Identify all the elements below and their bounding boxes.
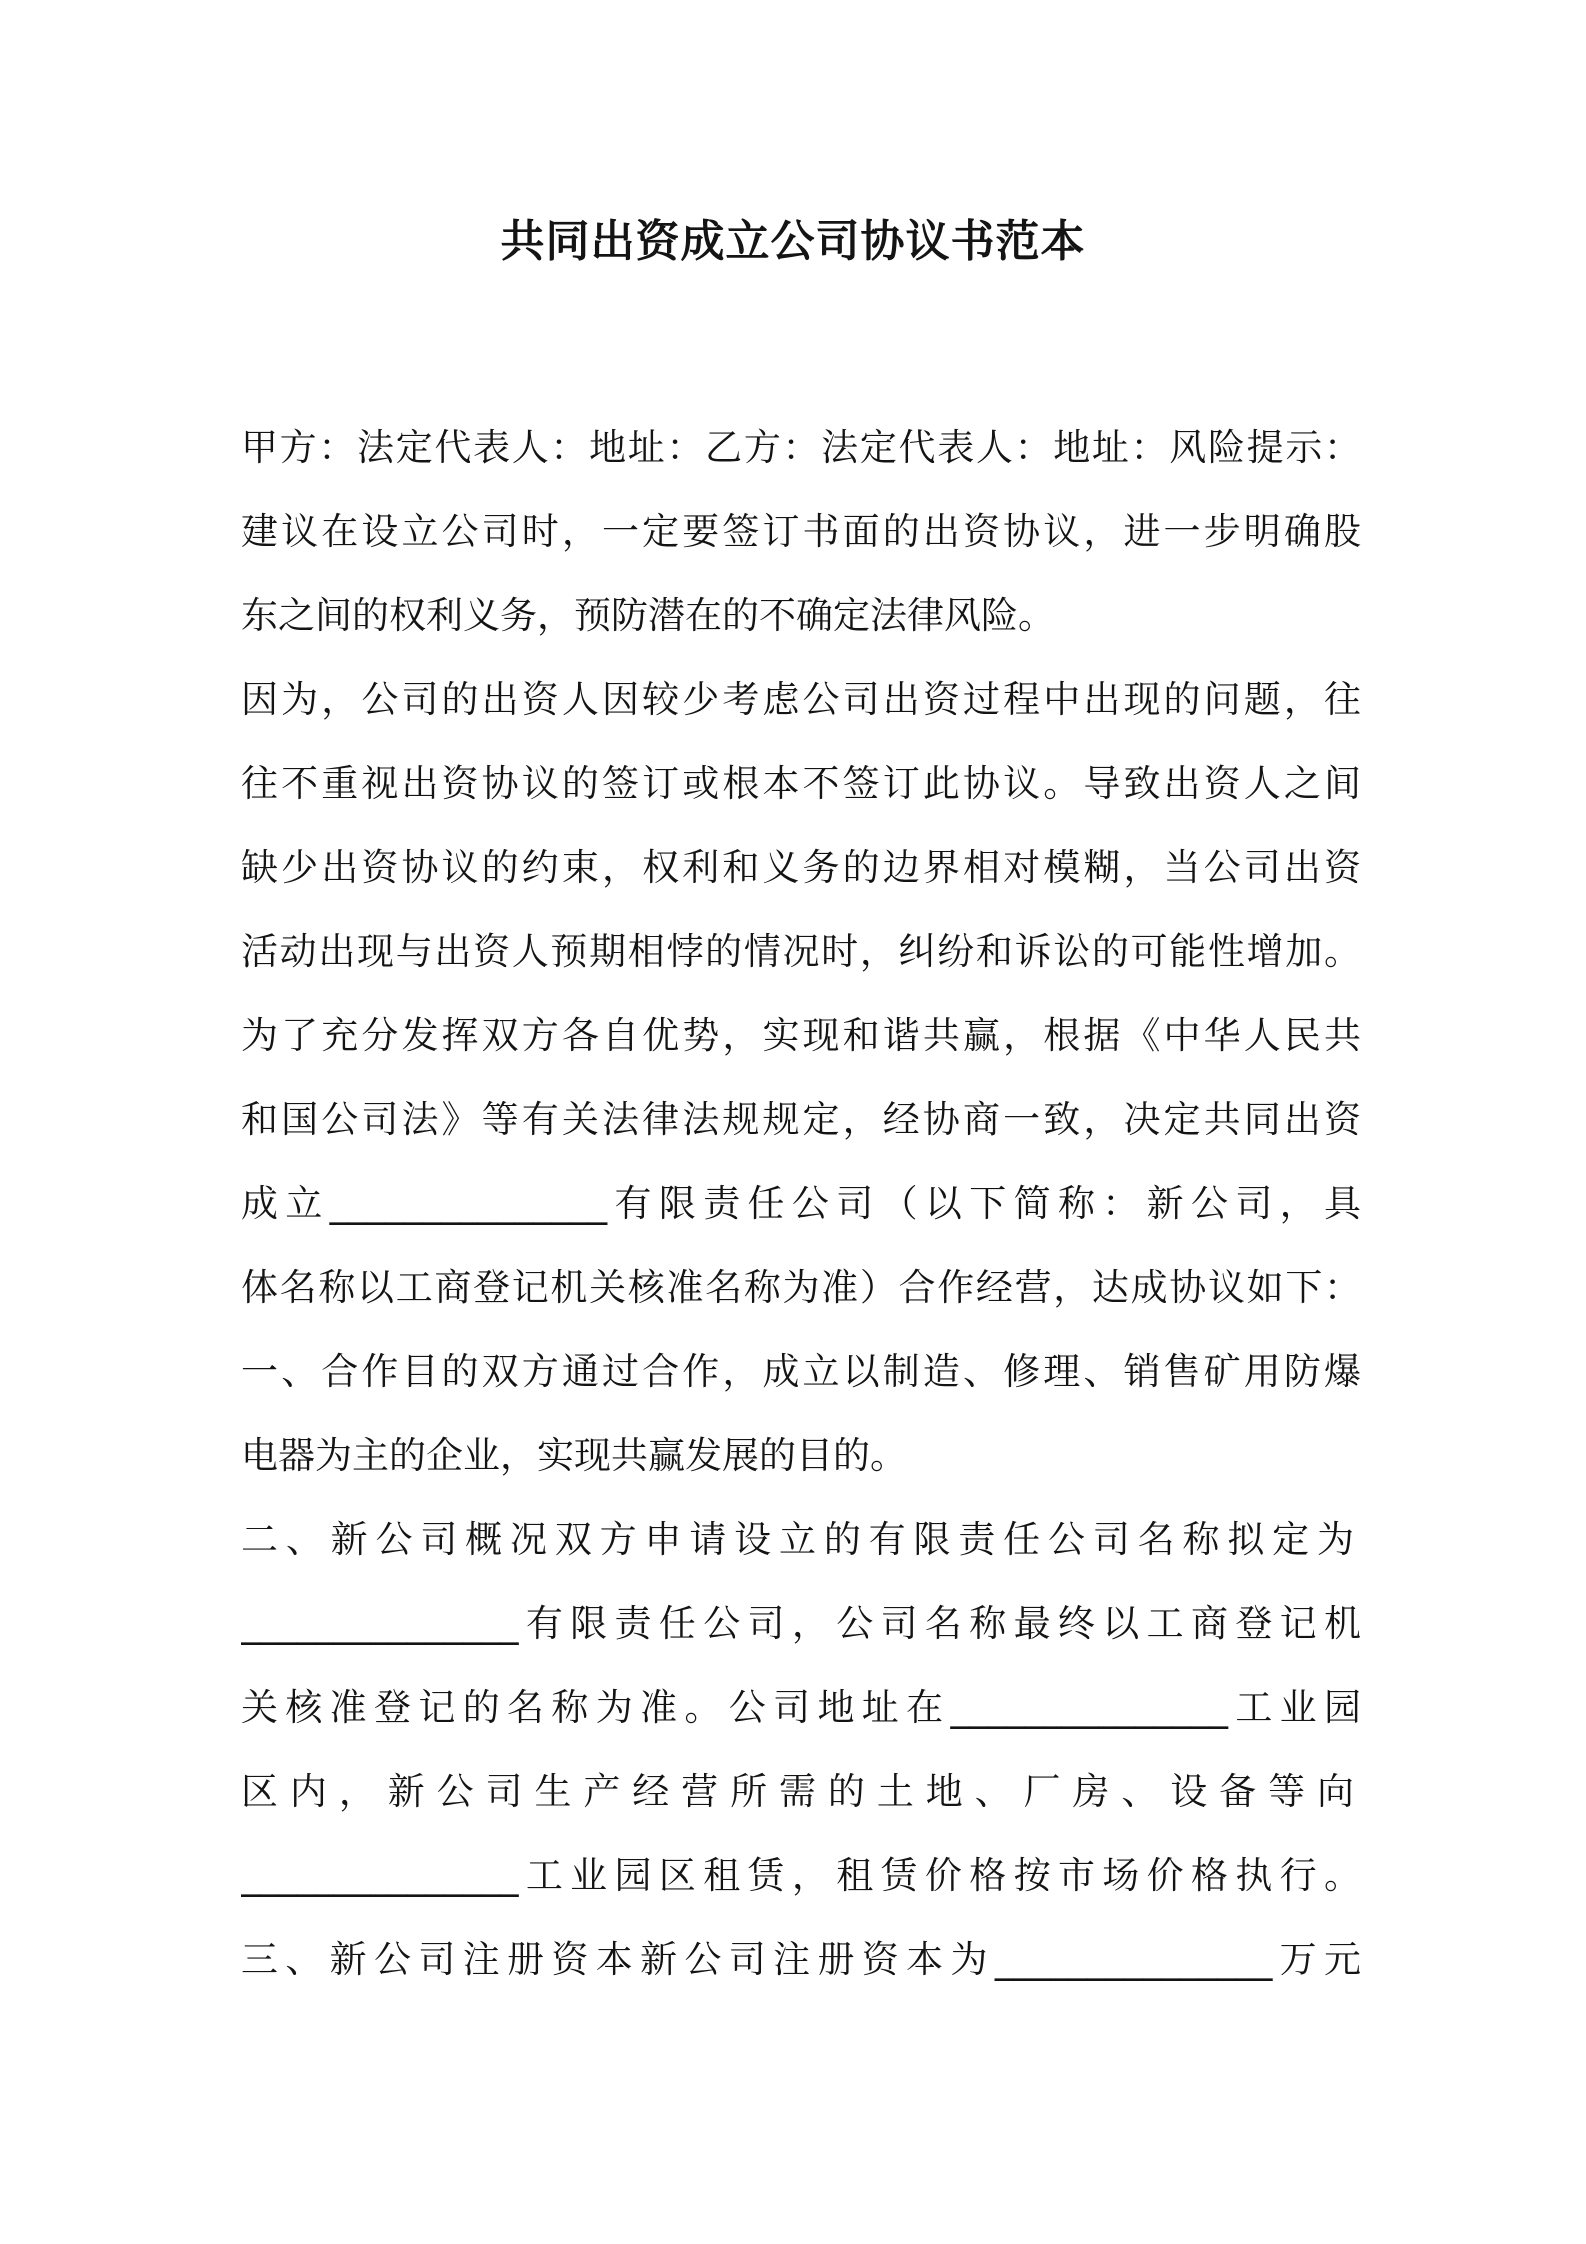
paragraph-line: 区内，新公司生产经营所需的土地、厂房、设备等向 <box>241 1770 1361 1813</box>
paragraph-line: 电器为主的企业，实现共赢发展的目的。 <box>241 1434 907 1477</box>
paragraph-line: 三、新公司注册资本新公司注册资本为_______________万元 <box>241 1938 1361 1981</box>
paragraph-line: 成立_______________有限责任公司（以下简称：新公司，具 <box>241 1182 1361 1225</box>
paragraph-line: 缺少出资协议的约束，权利和义务的边界相对模糊，当公司出资 <box>241 846 1361 889</box>
paragraph-line: 一、合作目的双方通过合作，成立以制造、修理、销售矿用防爆 <box>241 1350 1361 1393</box>
paragraph-line: 东之间的权利义务，预防潜在的不确定法律风险。 <box>241 594 1055 637</box>
paragraph-line: 往不重视出资协议的签订或根本不签订此协议。导致出资人之间 <box>241 762 1361 805</box>
paragraph-line: 甲方：法定代表人：地址：乙方：法定代表人：地址：风险提示： <box>241 426 1361 469</box>
document-title: 共同出资成立公司协议书范本 <box>500 216 1086 267</box>
paragraph-line: 因为，公司的出资人因较少考虑公司出资过程中出现的问题，往 <box>241 678 1361 721</box>
paragraph-line: _______________有限责任公司，公司名称最终以工商登记机 <box>241 1602 1361 1645</box>
paragraph-line: 活动出现与出资人预期相悖的情况时，纠纷和诉讼的可能性增加。 <box>241 930 1361 973</box>
paragraph-line: 和国公司法》等有关法律法规规定，经协商一致，决定共同出资 <box>241 1098 1361 1141</box>
paragraph-line: 建议在设立公司时，一定要签订书面的出资协议，进一步明确股 <box>241 510 1361 553</box>
paragraph-line: 二、新公司概况双方申请设立的有限责任公司名称拟定为 <box>241 1518 1361 1561</box>
document-body <box>241 406 1361 2002</box>
paragraph-line: 关核准登记的名称为准。公司地址在_______________工业园 <box>241 1686 1361 1729</box>
paragraph-line: _______________工业园区租赁，租赁价格按市场价格执行。 <box>241 1854 1361 1897</box>
paragraph-line: 体名称以工商登记机关核准名称为准）合作经营，达成协议如下： <box>241 1266 1361 1309</box>
paragraph-line: 为了充分发挥双方各自优势，实现和谐共赢，根据《中华人民共 <box>241 1014 1361 1057</box>
